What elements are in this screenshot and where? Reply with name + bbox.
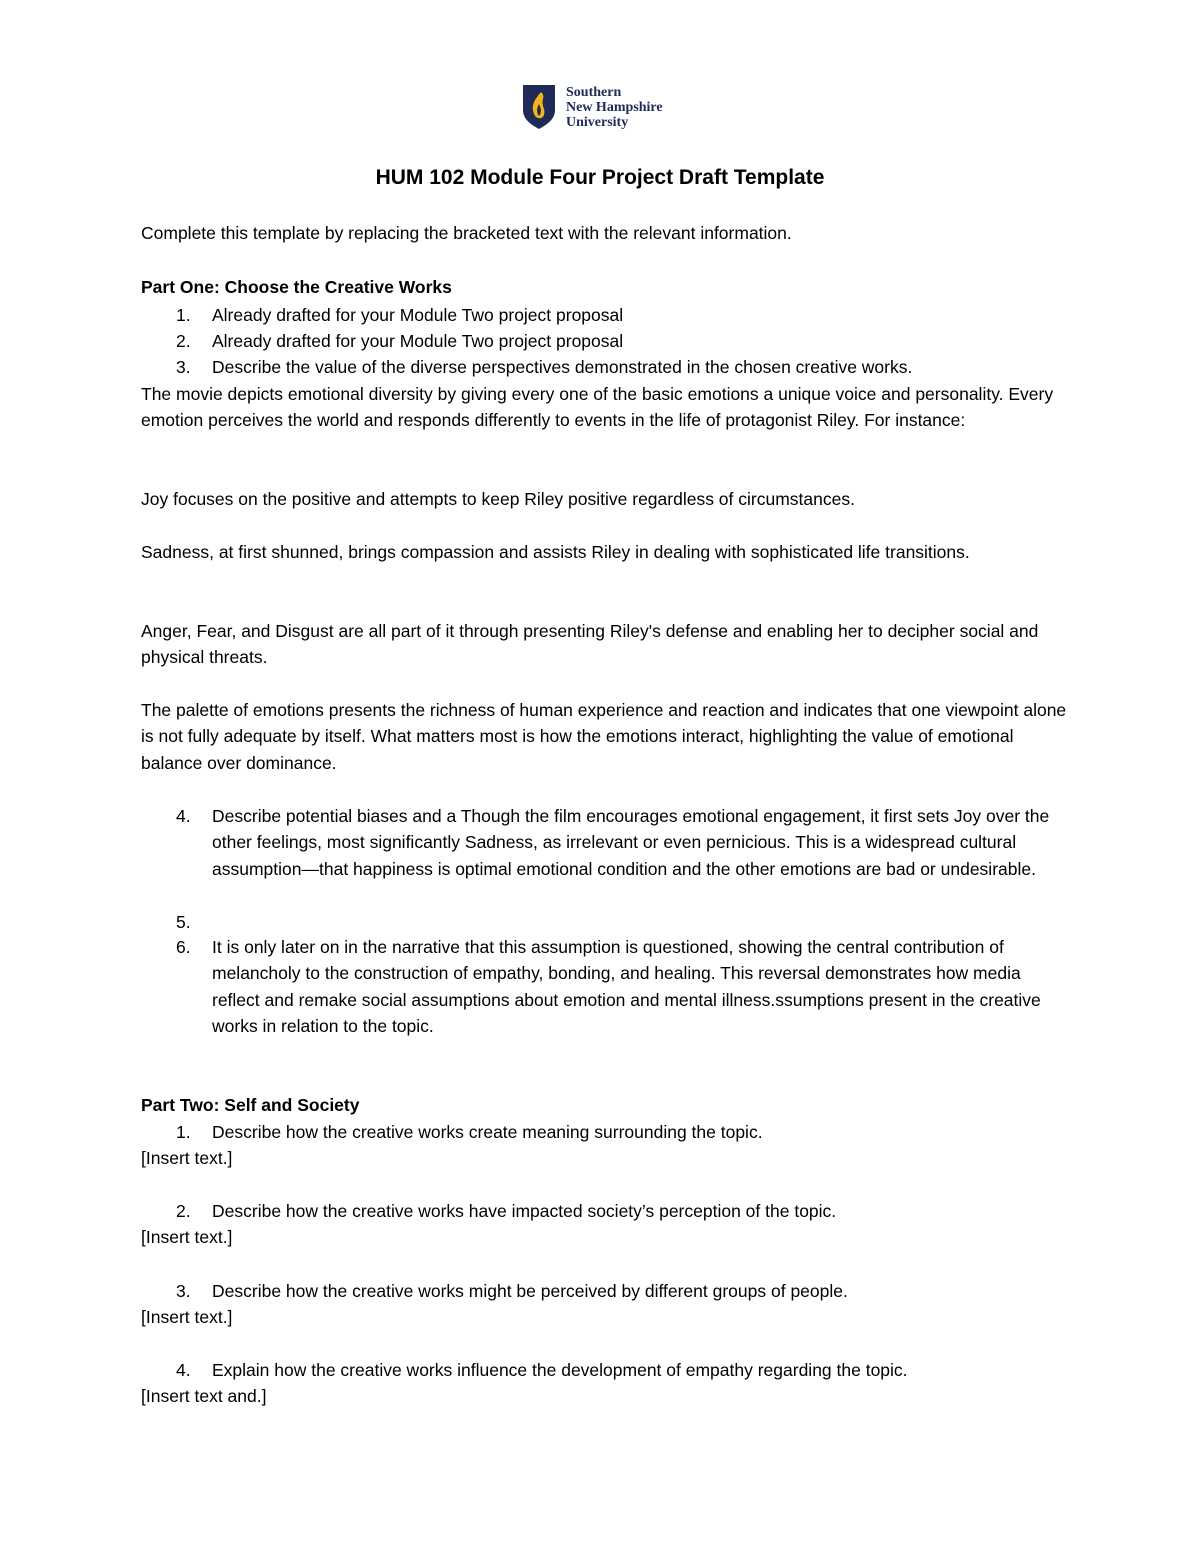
list-item-number: 4. — [176, 1360, 191, 1380]
insert-text-placeholder: [Insert text.] — [141, 1227, 233, 1247]
document-title: HUM 102 Module Four Project Draft Template — [375, 166, 825, 189]
insert-text-placeholder: [Insert text.] — [141, 1148, 233, 1168]
list-item-text: Already drafted for your Module Two project proposal — [212, 331, 624, 351]
list-item-text: It is only later on in the narrative that this assumption is questioned, showing the central contribution of melancholy to the construction of empathy, bonding, and healing. This reversal demonstrates how media reflect and remake social assumptions about emotion and mental illness.ssumptions present in the creative works in relation to the topic. — [212, 937, 1041, 1036]
logo-line-3: University — [566, 115, 629, 130]
list-item-number: 2. — [176, 1201, 191, 1221]
part-one-heading: Part One: Choose the Creative Works — [141, 277, 452, 297]
list-item-number: 3. — [176, 357, 191, 377]
shield-flame-icon — [522, 84, 556, 130]
list-item-number: 6. — [176, 937, 191, 957]
insert-text-placeholder: [Insert text and.] — [141, 1386, 267, 1406]
list-item-text: Describe how the creative works create meaning surrounding the topic. — [212, 1122, 763, 1142]
list-item-text: Explain how the creative works influence the development of empathy regarding the topic. — [212, 1360, 908, 1380]
list-item-text: Describe the value of the diverse perspectives demonstrated in the chosen creative works. — [212, 357, 913, 377]
list-item-number: 4. — [176, 806, 191, 826]
logo-line-2: New Hampshire — [566, 100, 663, 115]
response-paragraph: Anger, Fear, and Disgust are all part of it through presenting Riley's defense and enabling her to decipher social and physical threats. — [141, 621, 1039, 668]
list-item-number: 5. — [176, 912, 191, 932]
insert-text-placeholder: [Insert text.] — [141, 1307, 233, 1327]
part-two-heading: Part Two: Self and Society — [141, 1095, 360, 1115]
list-item-number: 1. — [176, 305, 191, 325]
response-paragraph: The palette of emotions presents the richness of human experience and reaction and indicates that one viewpoint alone is not fully adequate by itself. What matters most is how the emotions interact, highlighting the value of emotional balance over dominance. — [141, 700, 1067, 773]
list-item-text: Describe potential biases and a Though the film encourages emotional engagement, it first sets Joy over the other feelings, most significantly Sadness, as irrelevant or even pernicious. This is a widespread cultural assumption—that happiness is optimal emotional condition and the other emotions are bad or undesirable. — [212, 806, 1050, 879]
list-item-number: 1. — [176, 1122, 191, 1142]
response-paragraph: The movie depicts emotional diversity by giving every one of the basic emotions a unique voice and personality. Every emotion perceives the world and responds differently to events in the life of protagonist Riley. For instance: — [141, 384, 1054, 431]
list-item-text: Describe how the creative works have impacted society’s perception of the topic. — [212, 1201, 837, 1221]
logo-line-1: Southern — [566, 85, 622, 100]
university-logo — [522, 84, 663, 130]
list-item-text: Describe how the creative works might be perceived by different groups of people. — [212, 1281, 848, 1301]
intro-text: Complete this template by replacing the bracketed text with the relevant information. — [141, 223, 792, 243]
list-item-number: 2. — [176, 331, 191, 351]
response-paragraph: Sadness, at first shunned, brings compassion and assists Riley in dealing with sophisticated life transitions. — [141, 542, 970, 562]
list-item-text: Already drafted for your Module Two project proposal — [212, 305, 624, 325]
list-item-number: 3. — [176, 1281, 191, 1301]
response-paragraph: Joy focuses on the positive and attempts to keep Riley positive regardless of circumstances. — [141, 489, 855, 509]
